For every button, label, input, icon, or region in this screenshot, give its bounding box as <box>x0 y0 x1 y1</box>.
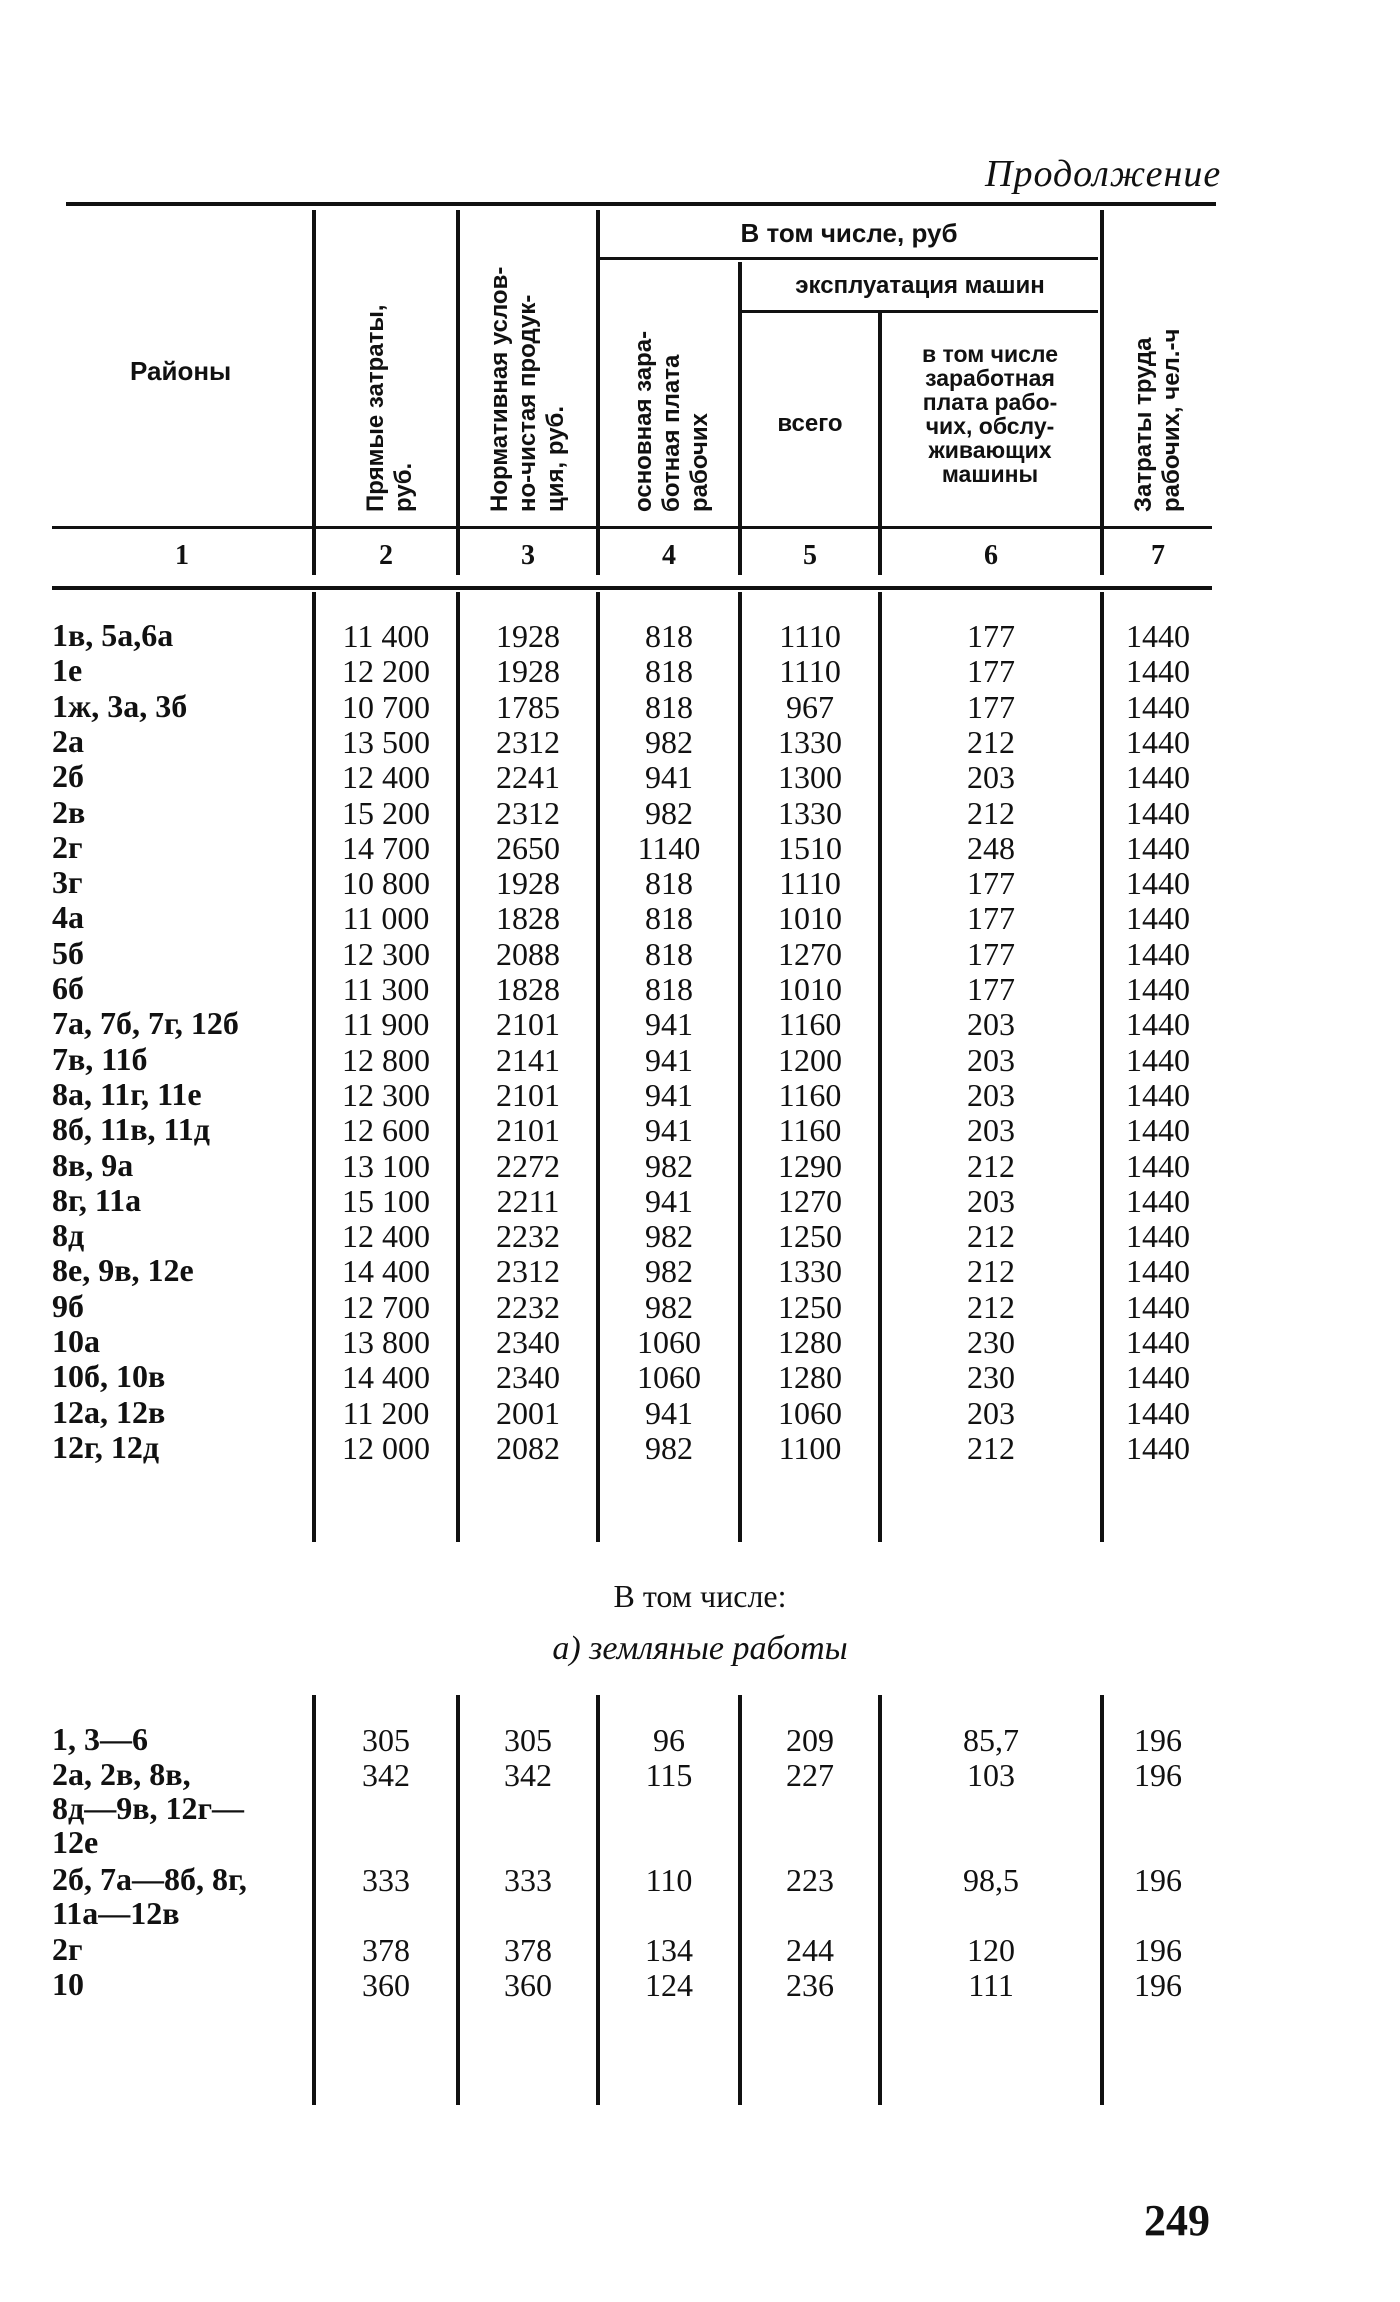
value-cell: 96 <box>653 1722 685 1758</box>
value-cell: 177 <box>967 900 1015 937</box>
value-cell: 1330 <box>778 794 842 831</box>
col-number: 6 <box>984 540 998 571</box>
value-cell: 1270 <box>778 1182 842 1219</box>
value-cell: 2001 <box>496 1394 560 1431</box>
value-cell: 2232 <box>496 1218 560 1255</box>
value-cell: 177 <box>967 971 1015 1007</box>
region-cell: 2г <box>52 1931 83 1967</box>
value-cell: 982 <box>645 1218 693 1255</box>
table-row <box>0 1722 1400 1757</box>
header-divider <box>312 210 316 575</box>
value-cell: 1440 <box>1126 794 1190 831</box>
value-cell: 212 <box>967 1253 1015 1290</box>
total-header: всего <box>777 410 843 437</box>
value-cell: 223 <box>786 1862 834 1898</box>
value-cell: 1440 <box>1126 1429 1190 1466</box>
direct-costs-header: Прямые затраты, руб. <box>362 304 417 512</box>
region-cell: 9б <box>52 1287 84 1324</box>
value-cell: 1330 <box>778 1253 842 1290</box>
value-cell: 1440 <box>1126 1041 1190 1078</box>
col-number: 7 <box>1151 540 1165 571</box>
value-cell: 15 100 <box>342 1182 430 1219</box>
value-cell: 12 300 <box>342 935 430 972</box>
incl-wage-header: в том числе заработная плата рабо- чих, обслу- живающих машины <box>921 341 1059 487</box>
value-cell: 14 700 <box>342 829 430 866</box>
value-cell: 12 300 <box>342 1076 430 1113</box>
value-cell: 1440 <box>1126 1147 1190 1184</box>
page-number: 249 <box>1144 2196 1210 2245</box>
value-cell: 11 200 <box>342 1394 430 1431</box>
value-cell: 818 <box>645 618 693 654</box>
value-cell: 1828 <box>496 971 560 1007</box>
value-cell: 212 <box>967 1429 1015 1466</box>
value-cell: 11 300 <box>342 971 430 1007</box>
value-cell: 110 <box>645 1862 693 1898</box>
value-cell: 227 <box>786 1757 834 1793</box>
value-cell: 212 <box>967 794 1015 831</box>
value-cell: 2101 <box>496 1112 560 1149</box>
value-cell: 203 <box>967 1041 1015 1078</box>
table-row <box>0 971 1400 1006</box>
value-cell: 248 <box>967 829 1015 866</box>
incl-caption: В том числе: <box>613 1578 787 1614</box>
value-cell: 212 <box>967 723 1015 760</box>
header-bottom-rule <box>52 526 1212 529</box>
value-cell: 1440 <box>1126 1006 1190 1043</box>
table-row <box>0 1932 1400 1967</box>
table-row <box>0 1112 1400 1147</box>
value-cell: 134 <box>645 1932 693 1968</box>
value-cell: 1250 <box>778 1288 842 1325</box>
value-cell: 360 <box>504 1967 552 2003</box>
value-cell: 12 200 <box>342 653 430 690</box>
table-row <box>0 1967 1400 2002</box>
continuation-label: Продолжение <box>985 153 1222 195</box>
value-cell: 1828 <box>496 900 560 937</box>
value-cell: 177 <box>967 653 1015 690</box>
value-cell: 1440 <box>1126 1288 1190 1325</box>
normative-header: Нормативная услов- но-чистая продук- ция, руб. <box>486 266 569 512</box>
value-cell: 2340 <box>496 1359 560 1396</box>
value-cell: 941 <box>645 759 693 796</box>
value-cell: 2312 <box>496 794 560 831</box>
value-cell: 1440 <box>1126 723 1190 760</box>
table-row <box>0 1077 1400 1112</box>
value-cell: 203 <box>967 1394 1015 1431</box>
region-cell: 3г <box>52 864 83 901</box>
value-cell: 1440 <box>1126 653 1190 690</box>
value-cell: 12 400 <box>342 1218 430 1255</box>
value-cell: 12 600 <box>342 1112 430 1149</box>
value-cell: 14 400 <box>342 1359 430 1396</box>
value-cell: 1110 <box>779 618 841 654</box>
value-cell: 378 <box>504 1932 552 1968</box>
region-cell: 8а, 11г, 11е <box>52 1075 202 1112</box>
value-cell: 203 <box>967 1006 1015 1043</box>
region-cell: 4а <box>52 899 84 936</box>
value-cell: 941 <box>645 1182 693 1219</box>
col-number: 4 <box>662 540 676 571</box>
header-divider <box>456 210 460 575</box>
value-cell: 12 000 <box>342 1429 430 1466</box>
header-subrule <box>600 257 1098 260</box>
region-cell: 12г, 12д <box>52 1428 160 1465</box>
value-cell: 12 400 <box>342 759 430 796</box>
value-cell: 1010 <box>778 900 842 937</box>
value-cell: 230 <box>967 1359 1015 1396</box>
value-cell: 2232 <box>496 1288 560 1325</box>
table-row <box>0 936 1400 971</box>
value-cell: 10 800 <box>342 865 430 902</box>
value-cell: 98,5 <box>963 1862 1019 1898</box>
value-cell: 1440 <box>1126 1359 1190 1396</box>
value-cell: 1160 <box>778 1006 842 1043</box>
value-cell: 1440 <box>1126 1182 1190 1219</box>
value-cell: 1010 <box>778 971 842 1007</box>
value-cell: 1440 <box>1126 900 1190 937</box>
value-cell: 2272 <box>496 1147 560 1184</box>
value-cell: 982 <box>645 1147 693 1184</box>
value-cell: 2141 <box>496 1041 560 1078</box>
value-cell: 1270 <box>778 935 842 972</box>
region-cell: 1в, 5а,6а <box>52 617 174 653</box>
value-cell: 11 900 <box>342 1006 430 1043</box>
value-cell: 1330 <box>778 723 842 760</box>
value-cell: 1280 <box>778 1324 842 1360</box>
table-row <box>0 1395 1400 1430</box>
header-divider <box>596 210 600 575</box>
region-cell: 6б <box>52 970 84 1006</box>
value-cell: 1440 <box>1126 1218 1190 1255</box>
value-cell: 196 <box>1134 1967 1182 2003</box>
value-cell: 941 <box>645 1041 693 1078</box>
value-cell: 342 <box>362 1757 410 1793</box>
value-cell: 2082 <box>496 1429 560 1466</box>
value-cell: 1440 <box>1126 688 1190 725</box>
value-cell: 10 700 <box>342 688 430 725</box>
value-cell: 818 <box>645 971 693 1007</box>
value-cell: 305 <box>504 1722 552 1758</box>
value-cell: 177 <box>967 618 1015 654</box>
value-cell: 1440 <box>1126 618 1190 654</box>
value-cell: 378 <box>362 1932 410 1968</box>
region-cell: 8в, 9а <box>52 1146 134 1183</box>
col-number: 2 <box>379 540 393 571</box>
table-row <box>0 759 1400 794</box>
value-cell: 1440 <box>1126 1253 1190 1290</box>
value-cell: 1110 <box>779 865 841 902</box>
region-cell: 12а, 12в <box>52 1393 166 1430</box>
value-cell: 941 <box>645 1076 693 1113</box>
value-cell: 196 <box>1134 1862 1182 1898</box>
region-cell: 2а, 2в, 8в, 8д—9в, 12г— 12е <box>52 1756 244 1860</box>
value-cell: 2650 <box>496 829 560 866</box>
table-row <box>0 1861 1400 1931</box>
value-cell: 2340 <box>496 1324 560 1360</box>
value-cell: 1280 <box>778 1359 842 1396</box>
table-row <box>0 1324 1400 1359</box>
value-cell: 196 <box>1134 1722 1182 1758</box>
value-cell: 1250 <box>778 1218 842 1255</box>
value-cell: 212 <box>967 1288 1015 1325</box>
value-cell: 15 200 <box>342 794 430 831</box>
value-cell: 360 <box>362 1967 410 2003</box>
value-cell: 982 <box>645 1429 693 1466</box>
value-cell: 1060 <box>637 1324 701 1360</box>
value-cell: 333 <box>504 1862 552 1898</box>
value-cell: 212 <box>967 1147 1015 1184</box>
table-row <box>0 1006 1400 1041</box>
value-cell: 12 800 <box>342 1041 430 1078</box>
col-number: 1 <box>175 540 189 571</box>
value-cell: 818 <box>645 688 693 725</box>
value-cell: 2101 <box>496 1076 560 1113</box>
region-cell: 1е <box>52 652 83 689</box>
region-cell: 5б <box>52 934 84 971</box>
value-cell: 941 <box>645 1006 693 1043</box>
value-cell: 120 <box>967 1932 1015 1968</box>
table-row <box>0 865 1400 900</box>
value-cell: 196 <box>1134 1932 1182 1968</box>
value-cell: 85,7 <box>963 1722 1019 1758</box>
value-cell: 13 100 <box>342 1147 430 1184</box>
value-cell: 1440 <box>1126 759 1190 796</box>
value-cell: 212 <box>967 1218 1015 1255</box>
value-cell: 11 400 <box>342 618 430 654</box>
table-row <box>0 830 1400 865</box>
value-cell: 203 <box>967 1182 1015 1219</box>
value-cell: 13 800 <box>342 1324 430 1360</box>
region-cell: 1, 3—6 <box>52 1721 148 1757</box>
value-cell: 1440 <box>1126 829 1190 866</box>
table-row <box>0 1218 1400 1253</box>
value-cell: 982 <box>645 723 693 760</box>
value-cell: 124 <box>645 1967 693 2003</box>
header-divider <box>1100 210 1104 575</box>
value-cell: 1110 <box>779 653 841 690</box>
region-cell: 2а <box>52 722 84 759</box>
value-cell: 1440 <box>1126 1324 1190 1360</box>
region-cell: 10б, 10в <box>52 1358 166 1395</box>
value-cell: 1060 <box>637 1359 701 1396</box>
base-wage-header: основная зара- ботная плата рабочих <box>630 330 713 512</box>
table-row <box>0 1756 1400 1860</box>
value-cell: 230 <box>967 1324 1015 1360</box>
sub-caption: а) земляные работы <box>552 1630 848 1667</box>
value-cell: 818 <box>645 900 693 937</box>
value-cell: 982 <box>645 1288 693 1325</box>
table-row <box>0 1148 1400 1183</box>
value-cell: 11 000 <box>342 900 430 937</box>
colnum-bottom-rule <box>52 586 1212 590</box>
table-row <box>0 1183 1400 1218</box>
table-row <box>0 1253 1400 1288</box>
value-cell: 111 <box>968 1967 1014 2003</box>
value-cell: 1440 <box>1126 865 1190 902</box>
value-cell: 2211 <box>496 1182 560 1219</box>
table-row <box>0 795 1400 830</box>
value-cell: 342 <box>504 1757 552 1793</box>
value-cell: 982 <box>645 794 693 831</box>
value-cell: 12 700 <box>342 1288 430 1325</box>
value-cell: 103 <box>967 1757 1015 1793</box>
region-cell: 2в <box>52 793 86 830</box>
region-cell: 8д <box>52 1217 85 1254</box>
value-cell: 967 <box>786 688 834 725</box>
value-cell: 1300 <box>778 759 842 796</box>
value-cell: 2241 <box>496 759 560 796</box>
region-cell: 7а, 7б, 7г, 12б <box>52 1005 239 1042</box>
value-cell: 818 <box>645 935 693 972</box>
value-cell: 1928 <box>496 618 560 654</box>
header-subrule <box>742 310 1098 313</box>
value-cell: 115 <box>645 1757 693 1793</box>
col-number: 5 <box>803 540 817 571</box>
value-cell: 982 <box>645 1253 693 1290</box>
table-top-rule <box>66 202 1216 206</box>
value-cell: 203 <box>967 1112 1015 1149</box>
value-cell: 1140 <box>637 829 701 866</box>
value-cell: 1510 <box>778 829 842 866</box>
value-cell: 1160 <box>778 1112 842 1149</box>
value-cell: 1440 <box>1126 971 1190 1007</box>
value-cell: 818 <box>645 865 693 902</box>
machine-op-header: эксплуатация машин <box>795 272 1045 299</box>
value-cell: 1440 <box>1126 1076 1190 1113</box>
table-row <box>0 1042 1400 1077</box>
value-cell: 1785 <box>496 688 560 725</box>
value-cell: 14 400 <box>342 1253 430 1290</box>
region-cell: 8е, 9в, 12е <box>52 1252 194 1289</box>
table-row <box>0 1430 1400 1465</box>
value-cell: 818 <box>645 653 693 690</box>
value-cell: 2101 <box>496 1006 560 1043</box>
value-cell: 203 <box>967 1076 1015 1113</box>
value-cell: 1440 <box>1126 1112 1190 1149</box>
value-cell: 1928 <box>496 865 560 902</box>
value-cell: 1060 <box>778 1394 842 1431</box>
value-cell: 1100 <box>778 1429 842 1466</box>
region-cell: 2г <box>52 828 83 865</box>
table-row <box>0 653 1400 688</box>
value-cell: 2312 <box>496 723 560 760</box>
value-cell: 209 <box>786 1722 834 1758</box>
col-number: 3 <box>521 540 535 571</box>
value-cell: 305 <box>362 1722 410 1758</box>
value-cell: 1928 <box>496 653 560 690</box>
value-cell: 941 <box>645 1394 693 1431</box>
value-cell: 177 <box>967 865 1015 902</box>
table-row <box>0 1289 1400 1324</box>
value-cell: 196 <box>1134 1757 1182 1793</box>
value-cell: 333 <box>362 1862 410 1898</box>
region-cell: 7в, 11б <box>52 1040 148 1077</box>
region-cell: 8б, 11в, 11д <box>52 1111 210 1148</box>
value-cell: 1290 <box>778 1147 842 1184</box>
region-cell: 8г, 11а <box>52 1181 142 1218</box>
region-cell: 10 <box>52 1966 84 2002</box>
table-row <box>0 689 1400 724</box>
value-cell: 203 <box>967 759 1015 796</box>
value-cell: 1440 <box>1126 1394 1190 1431</box>
value-cell: 2088 <box>496 935 560 972</box>
value-cell: 1160 <box>778 1076 842 1113</box>
table-row <box>0 900 1400 935</box>
labor-header: Затраты труда рабочих, чел.-ч <box>1130 328 1185 512</box>
value-cell: 244 <box>786 1932 834 1968</box>
incl-rub-header: В том числе, руб <box>740 218 958 248</box>
value-cell: 2312 <box>496 1253 560 1290</box>
table-row <box>0 1359 1400 1394</box>
region-cell: 10а <box>52 1323 100 1359</box>
value-cell: 236 <box>786 1967 834 2003</box>
table-row <box>0 618 1400 653</box>
region-cell: 1ж, 3а, 3б <box>52 687 188 724</box>
value-cell: 1440 <box>1126 935 1190 972</box>
value-cell: 177 <box>967 935 1015 972</box>
region-cell: 2б <box>52 758 84 795</box>
value-cell: 941 <box>645 1112 693 1149</box>
value-cell: 13 500 <box>342 723 430 760</box>
regions-header: Районы <box>130 356 232 386</box>
region-cell: 2б, 7а—8б, 8г, 11а—12в <box>52 1861 247 1931</box>
value-cell: 177 <box>967 688 1015 725</box>
table-row <box>0 724 1400 759</box>
value-cell: 1200 <box>778 1041 842 1078</box>
